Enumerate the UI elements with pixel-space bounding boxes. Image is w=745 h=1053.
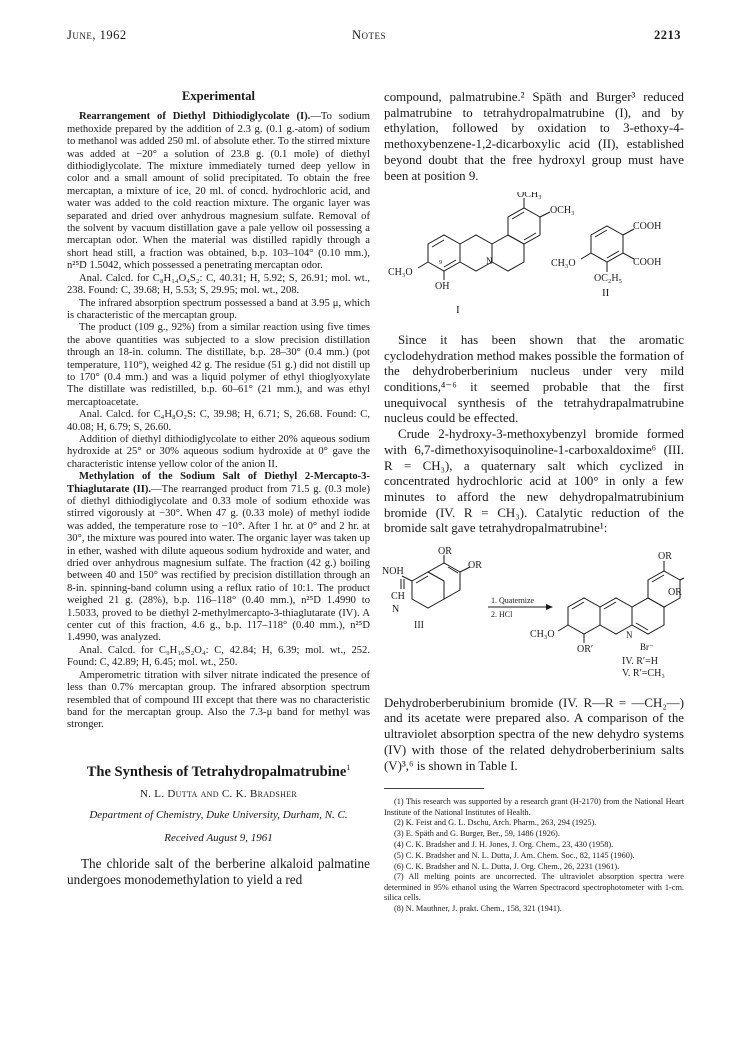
s1-och3-right: OCH₃ (550, 205, 575, 217)
paragraph-addition: Addition of diethyl dithiodiglycolate to either 20% aqueous sodium hydroxide at 25° or 30% aqueous sodium hydroxide at 0° gave the characteristic intense yellow color of the anion II. (67, 433, 370, 470)
paragraph-body: —The rearranged product from 71.5 g. (0.3 mole) of diethyl dithiodiglycolate and 0.33 mole of sodium ethoxide was stirred vigorously at −30°. When 47 g. (0.33 mole) of methyl iodide was added, the temperature rose to −10°. After 1 hr. at 0° and 2 hr. at 30°, the mixture was poured into water. The organic layer was taken up in ether, washed with dilute aqueous sodium hydroxide and water, and dried over anhydrous magnesium sulfate. The fraction (42 g.) boiling between 40 and 150° was rectified by precision distillation through an 8-in. spinning-band column using a reflux ratio of 10:1. The product weighed 21 g. (28%), b.p. 116–118° (0.40 mm.), n²⁵D 1.4990 to 1.5033, proved to be diethyl 2-methylmercapto-3-thiaglutarate (IV). A center cut of this fraction, 4.6 g., b.p. 117–118° (0.40 mm.), n²⁵D 1.4990, was analyzed. (67, 483, 370, 644)
paragraph-body: —To sodium methoxide prepared by the addition of 2.3 g. (0.1 g.-atom) of sodium to methanol was added 250 ml. of absolute ether. To the stirred mixture was added at −20° a solution of 23.8 g. (0.1 mole) of diethyl dithiodiglycolate. The mixture immediately turned deep yellow in color and a small amount of solid precipitated. To obtain the free mercaptan, a mixture of ice, 20 ml. of concd. hydrochloric acid, and water was added to the cold reaction mixture. The organic layer was separated and dried over anhydrous magnesium sulfate. Removal of the solvent by vacuum distillation gave a pale yellow oil possessing a mercaptan odor. When the material was distilled rapidly through a short head still, a fraction was obtained, b.p. 103–104° (0.10 mm.), n²⁵D 1.5042, which possessed a penetrating mercaptan odor. (67, 111, 371, 272)
reaction-step-2: 2. HCl (491, 610, 513, 620)
structures-iii-iv (378, 545, 688, 685)
s1-position-9: 9 (439, 260, 442, 267)
structure-iv-bonds (558, 561, 684, 643)
analysis-3: Anal. Calcd. for C₉H₁₆S₂O₄: C, 42.84; H, 6.39; mol. wt., 252. Found: C, 42.89; H, 6.45; mol. wt., 250. (67, 644, 370, 669)
s4-or-prime: OR′ (577, 644, 594, 656)
footnotes (384, 797, 684, 914)
ir-note-1: The infrared absorption spectrum possessed a band at 3.95 μ, which is characteristic of the mercaptan group. (67, 297, 370, 321)
footnote-rule (384, 788, 484, 789)
affiliation: Department of Chemistry, Duke University, Durham, N. C. (89, 809, 348, 822)
structure-iii-bonds (401, 555, 470, 608)
s2-label: II (602, 287, 610, 300)
footnote-2: (2) K. Feist and G. L. Dschu, Arch. Pharm., 263, 294 (1925). (394, 818, 597, 828)
paragraph-product: The product (109 g., 92%) from a similar reaction using five times the above quantities was subjected to a slow precision distillation through an 18-in. column. The distillate, b.p. 28–30° (0.4 mm.) (pot temperature, 110°), weighed 42 g. The residue (51 g.) did not distill up to 170° (0.4 mm.) and was a liquid polymer of ethyl thioglyoxylate The distillate was redistilled, b.p. 60–61° (21 mm.), and was ethyl mercaptoacetate. (67, 322, 370, 408)
s2-ch3o: CH₃O (551, 258, 576, 270)
s4-label-iv: IV. R′=H (622, 656, 658, 668)
title-footnote-mark: 1 (346, 762, 351, 772)
s4-label-v: V. R′=CH₃ (622, 668, 665, 680)
article-title-text: The Synthesis of Tetrahydropalmatrubine (86, 763, 347, 780)
paragraph-amperometric: Amperometric titration with silver nitrate indicated the presence of less than 0.7% mercaptan group. The infrared absorption spectrum resembled that of compound III except that there was no characteristic band for the mercaptan group. Also the 7.3-μ band for methyl was stronger. (67, 669, 370, 731)
received-date: Received August 9, 1961 (164, 831, 273, 844)
article-title (67, 762, 370, 778)
paragraph-rearrangement (67, 111, 370, 272)
s3-or-right: OR (468, 560, 482, 572)
s4-or-top: OR (658, 551, 672, 563)
authors: N. L. Dutta and C. K. Bradsher (139, 787, 298, 800)
reaction-arrow-head (546, 604, 553, 610)
paragraph-dehydroberberubinium: Dehydroberberubinium bromide (IV. R—R = —CH₂—) and its acetate were prepared also. A comparison of the ultraviolet absorption spectra of the new dehydro systems (IV) with those of the related dehydroberberinium salts (V)³,⁶ is shown in Table I. (384, 695, 684, 773)
s3-label: III (414, 620, 424, 632)
analysis-2: Anal. Calcd. for C₄H₈O₂S: C, 39.98; H, 6.71; S, 26.68. Found: C, 40.08; H, 6.79; S, 26.60. (67, 409, 370, 433)
paragraph-cyclodehydration: Since it has been shown that the aromatic cyclodehydration method makes possible the formation of the dehydroberberinium nucleus under very mild conditions,⁴⁻⁶ it seemed probable that the first unequivocal synthesis of the tetrahydrapalmatrubine nucleus could be effected. (384, 332, 684, 426)
s4-ch3o: CH₃O (530, 629, 555, 641)
paragraph-methylation (67, 471, 370, 645)
experimental-heading: Experimental (182, 89, 255, 103)
footnote-5: (5) C. K. Bradsher and N. L. Dutta, J. Am. Chem. Soc., 82, 1145 (1960). (394, 850, 635, 860)
page-number: 2213 (654, 28, 681, 42)
structure-ii-bonds (581, 226, 634, 272)
footnote-8: (8) N. Mauthner, J. prakt. Chem., 158, 321 (1941). (394, 903, 562, 913)
reaction-step-1: 1. Quaternize (491, 596, 535, 606)
s3-nitrogen: N (392, 604, 400, 616)
footnote-7: (7) All melting points are uncorrected. The ultraviolet absorption spectra were determined in 95% ethanol using the Warren Spectracord spectrophotometer with 1-cm. silica cells. (384, 872, 684, 902)
s4-nitrogen: N (626, 630, 633, 641)
structures-i-ii (378, 192, 688, 322)
s1-nitrogen: N (486, 256, 493, 267)
footnote-1: (1) This research was supported by a research grant (H-2170) from the National Heart Institute of the National Institutes of Health. (384, 797, 684, 817)
running-head-section: Notes (352, 28, 387, 42)
right-column (384, 90, 684, 915)
s1-ch3o: CH₃O (388, 267, 413, 279)
s4-bromide: Br⁻ (640, 642, 654, 653)
footnote-6: (6) C. K. Bradsher and N. L. Dutta, J. Org. Chem., 26, 2231 (1961). (394, 861, 620, 871)
s2-cooh-1: COOH (633, 221, 662, 233)
left-column (67, 90, 370, 888)
paragraph-quaternary: Crude 2-hydroxy-3-methoxybenzyl bromide formed with 6,7-dimethoxyisoquinoline-1-carboxaldoxime⁶ (III. R = CH₃), a quaternary salt which cyclized in concentrated hydrochloric acid at 100° in only a few minutes to afford the new dehydropalmatrubinium bromide (IV. R = CH₃). Catalytic reduction of the bromide salt gave tetrahydropalmatrubine¹: (384, 427, 684, 536)
s1-label: I (456, 304, 460, 317)
paragraph-head: Rearrangement of Diethyl Dithiodiglycolate (I). (79, 111, 311, 123)
analysis-1: Anal. Calcd. for C₈H₁₄O₄S₂: C, 40.31; H, 5.92; S, 26.91; mol. wt., 238. Found: C, 39.68; H, 5.53; S, 29.95; mol. wt., 208. (67, 272, 370, 297)
structure-i-bonds (418, 198, 550, 280)
paragraph-palmatrubine: compound, palmatrubine.² Späth and Burger³ reduced palmatrubine to tetrahydropalmatrubine (I), and by ethylation, followed by oxidation to 3-ethoxy-4-methoxybenzene-1,2-dicarboxylic acid (II), established beyond doubt that the free hydroxyl group must have been at position 9. (384, 90, 684, 183)
s2-cooh-2: COOH (633, 257, 662, 269)
s4-or-right: OR (668, 587, 682, 599)
s1-oh: OH (435, 281, 450, 293)
s1-och3-top: OCH₃ (517, 192, 542, 201)
s2-oc2h5: OC₂H₅ (594, 273, 623, 285)
paragraph-head: Methylation of the Sodium Salt of Diethyl 2-Mercapto-3-Thiaglutarate (II). (67, 471, 370, 495)
s3-noh: NOH (382, 566, 404, 578)
running-head-date: June, 1962 (67, 28, 127, 42)
s3-or-top: OR (438, 546, 452, 558)
s3-ch: CH (391, 591, 405, 603)
intro-paragraph: The chloride salt of the berberine alkaloid palmatine undergoes monodemethylation to yield a red (67, 856, 370, 888)
footnote-3: (3) E. Späth and G. Burger, Ber., 59, 1486 (1926). (394, 829, 560, 839)
footnote-4: (4) C. K. Bradsher and J. H. Jones, J. Org. Chem., 23, 430 (1958). (394, 839, 614, 849)
